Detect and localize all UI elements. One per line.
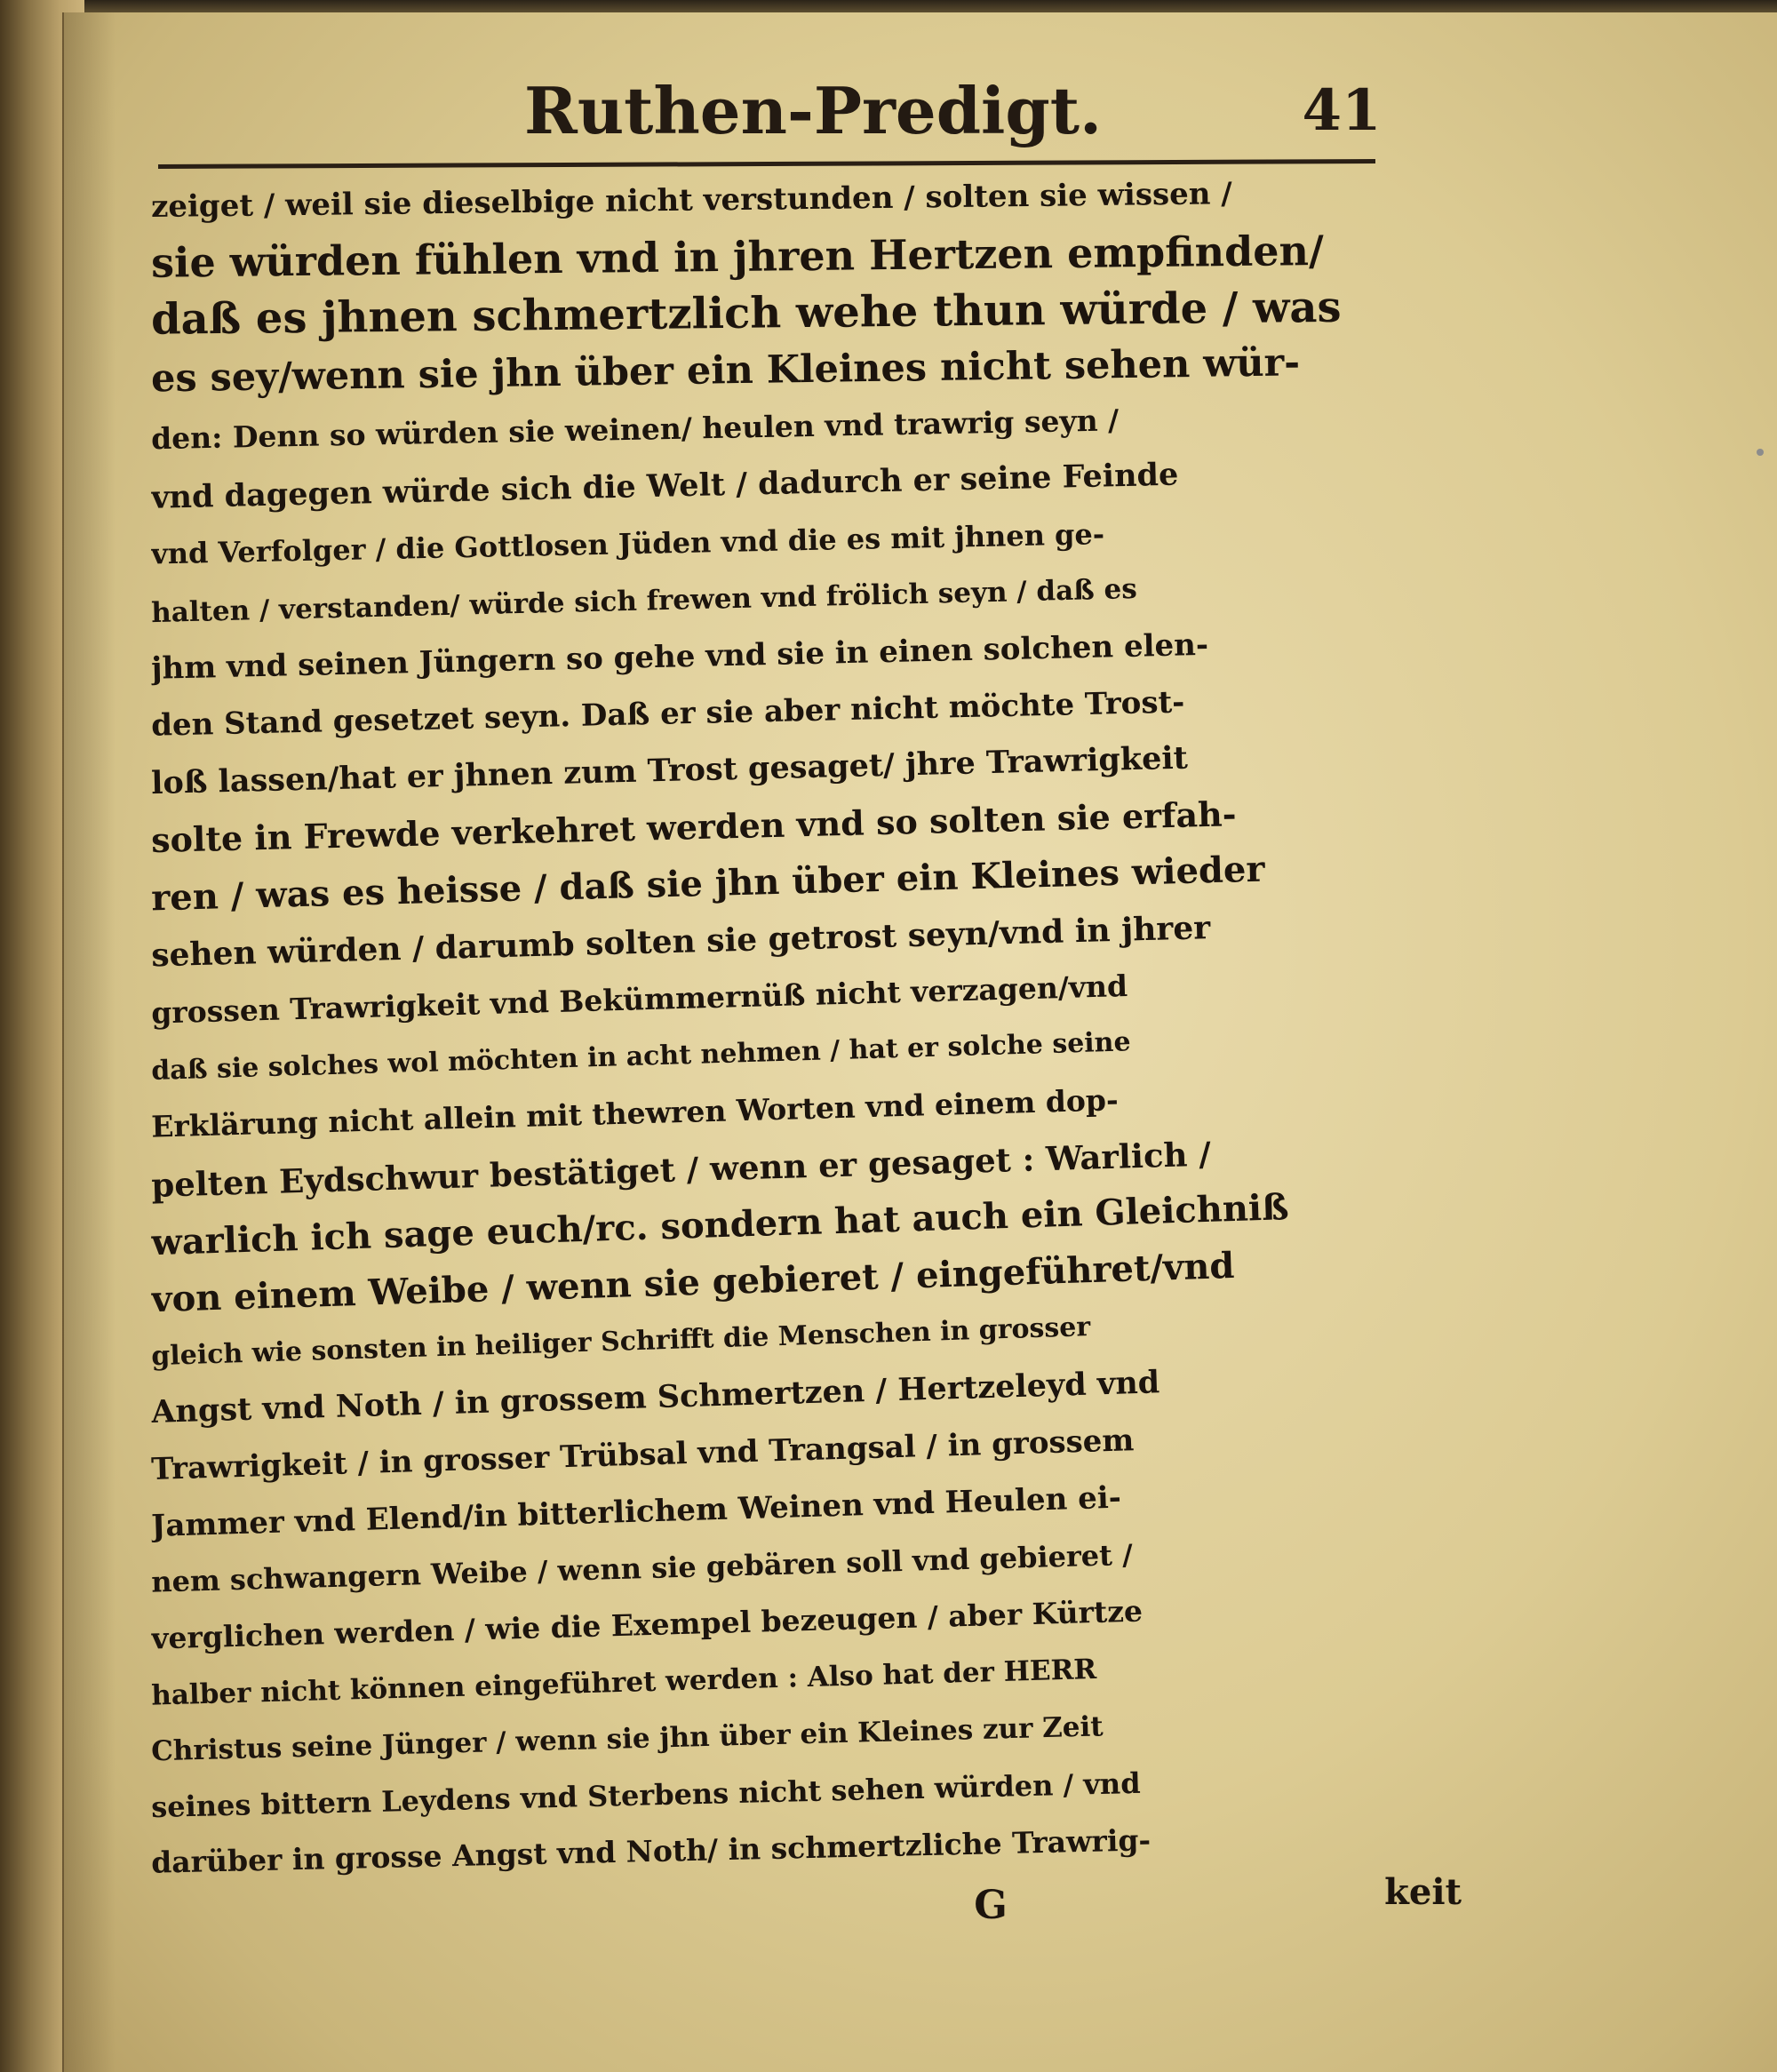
body-text <box>150 171 1466 1880</box>
page-number: 41 <box>1302 77 1382 144</box>
text-line: darüber in grosse Angst vnd Noth/ in schmertzliche Trawrig- <box>150 1822 1151 1880</box>
text-line: es sey/wenn sie jhn über ein Kleines nicht sehen wür- <box>150 340 1301 402</box>
text-line: solte in Frewde verkehret werden vnd so solten sie erfah- <box>150 793 1237 861</box>
text-line: daß es jhnen schmertzlich wehe thun würde / was <box>150 282 1342 345</box>
text-line: den Stand gesetzet seyn. Daß er sie aber nicht möchte Trost- <box>150 684 1185 744</box>
text-line: nem schwangern Weibe / wenn sie gebären soll vnd gebieret / <box>150 1537 1134 1599</box>
text-line: Angst vnd Noth / in grossem Schmertzen / Hertzeleyd vnd <box>150 1364 1160 1430</box>
text-line: Christus seine Jünger / wenn sie jhn über ein Kleines zur Zeit <box>150 1710 1104 1768</box>
text-line: sehen würden / darumb solten sie getrost seyn/vnd in jhrer <box>150 909 1211 975</box>
text-line: daß sie solches wol möchten in acht nehmen / hat er solche seine <box>150 1026 1132 1087</box>
text-line: vnd dagegen würde sich die Welt / dadurch er seine Feinde <box>150 456 1179 516</box>
running-head: Ruthen-Predigt. <box>524 73 1103 148</box>
text-line: grossen Trawrigkeit vnd Bekümmernüß nicht verzagen/vnd <box>150 968 1128 1031</box>
text-line: jhm vnd seinen Jüngern so gehe vnd sie in einen solchen elen- <box>150 626 1209 687</box>
text-line: halber nicht können eingeführet werden : Also hat der HERR <box>150 1653 1097 1712</box>
text-line: warlich ich sage euch/rc. sondern hat auch ein Gleichniß <box>150 1186 1290 1264</box>
gutter-shadow <box>62 12 116 2072</box>
text-line: gleich wie sonsten in heiliger Schrifft die Menschen in grosser <box>150 1311 1091 1373</box>
text-line: den: Denn so würden sie weinen/ heulen vnd trawrig seyn / <box>150 402 1120 457</box>
text-line: zeiget / weil sie dieselbige nicht verstunden / solten sie wissen / <box>150 176 1232 226</box>
text-line: pelten Eydschwur bestätiget / wenn er gesaget : Warlich / <box>150 1134 1212 1205</box>
text-line: halten / verstanden/ würde sich frewen vnd frölich seyn / daß es <box>150 572 1138 630</box>
signature-mark: G <box>974 1883 1008 1928</box>
text-line: ren / was es heisse / daß sie jhn über ein Kleines wieder <box>150 848 1266 920</box>
text-line: loß lassen/hat er jhnen zum Trost gesaget/ jhre Trawrigkeit <box>150 739 1189 802</box>
catchword: keit <box>1384 1871 1462 1913</box>
text-line: von einem Weibe / wenn sie gebieret / eingeführet/vnd <box>150 1244 1236 1321</box>
text-line: vnd Verfolger / die Gottlosen Jüden vnd die es mit jhnen ge- <box>150 517 1105 571</box>
text-line: Erklärung nicht allein mit thewren Worten vnd einem dop- <box>150 1082 1120 1144</box>
text-line: seines bittern Leydens vnd Sterbens nicht sehen würden / vnd <box>150 1765 1142 1825</box>
text-line: Jammer vnd Elend/in bitterlichem Weinen vnd Heulen ei- <box>150 1479 1122 1544</box>
text-line: verglichen werden / wie die Exempel bezeugen / aber Kürtze <box>150 1593 1143 1656</box>
paper-speck <box>1757 449 1764 456</box>
text-line: Trawrigkeit / in grosser Trübsal vnd Trangsal / in grossem <box>150 1423 1135 1487</box>
text-line: sie würden fühlen vnd in jhren Hertzen empfinden/ <box>150 226 1325 287</box>
